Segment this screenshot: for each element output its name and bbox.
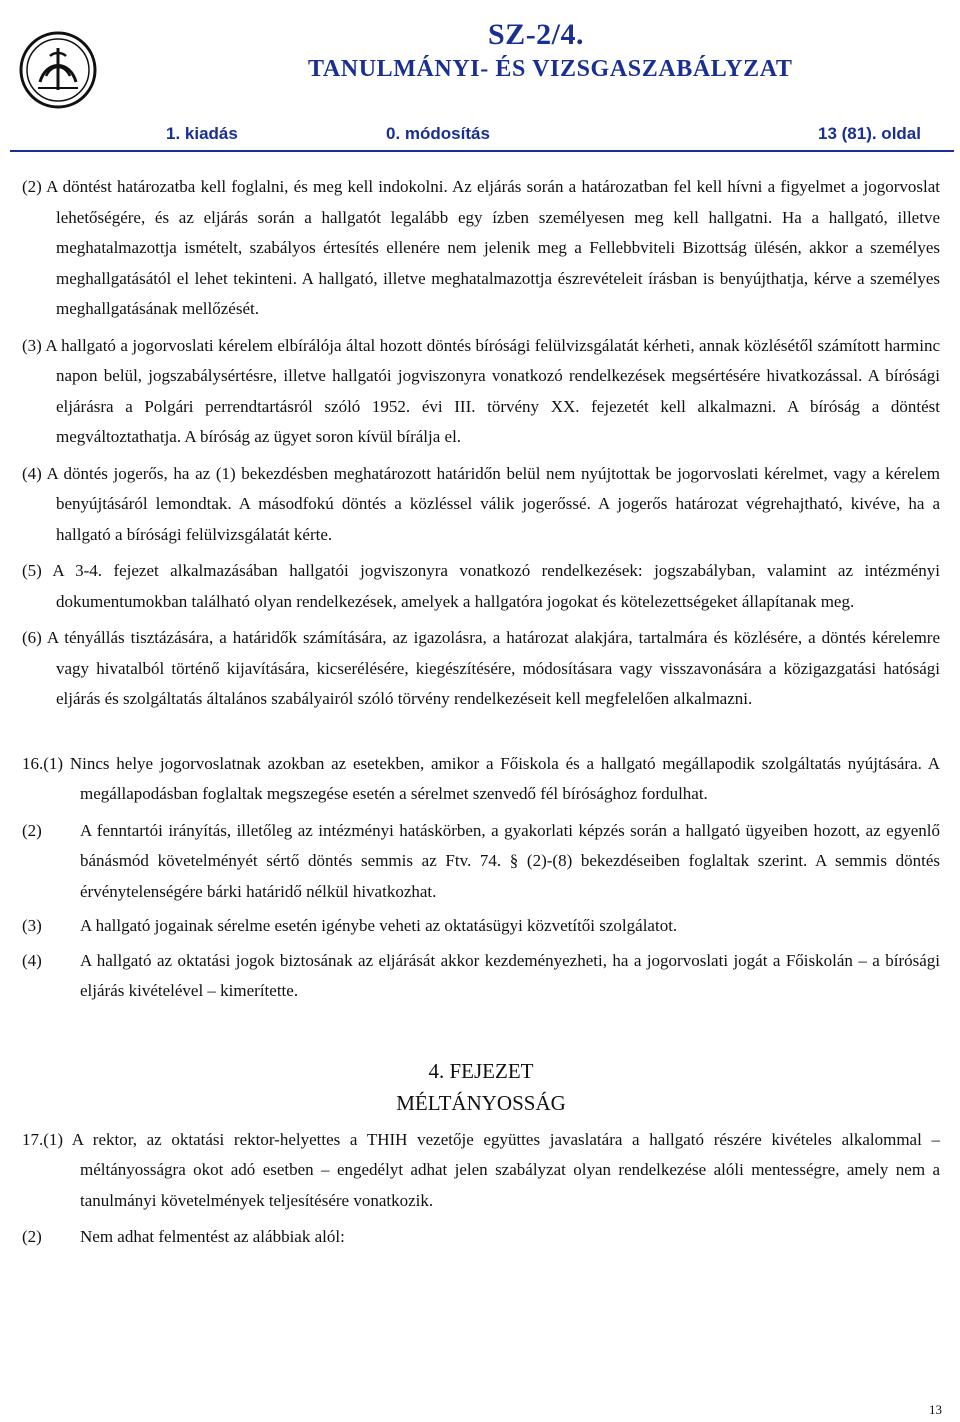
paragraph-number: (2) xyxy=(22,1227,42,1246)
paragraph-2: (2) A döntést határozatba kell foglalni, és meg kell indokolni. Az eljárás során a határozatban fel kell hívni a figyelmet a jogorvoslat lehetőségére, és az eljárás során a hallgatót legalább egy ízben személyesen meg kell hallgatni. Ha a hallgató, illetve meghatalmazottja ismételt, szabályos értesítés ellenére nem jelenik meg a Fellebbviteli Bizottság ülésén, akkor a személyes meghallgatásától el lehet tekinteni. A hallgató, illetve meghatalmazottja észrevételeit írásban is benyújthatja, kérve a személyes meghallgatásának mellőzését. xyxy=(22,177,940,318)
document-body xyxy=(22,172,940,1257)
institution-logo xyxy=(18,30,98,110)
paragraph-number: (2) xyxy=(22,820,42,840)
document-title: TANULMÁNYI- ÉS VIZSGASZABÁLYZAT xyxy=(308,56,793,82)
section-16-paragraph-1: 16.(1) Nincs helye jogorvoslatnak azokban az esetekben, amikor a Főiskola és a hallgató megállapodik szolgáltatás nyújtására. A megállapodásban foglaltak megszegése esetén a sérelmet szenvedő fél bírósághoz fordulhat. xyxy=(22,753,940,803)
paragraph-6: (6) A tényállás tisztázására, a határidők számítására, az igazolásra, a határozat alakjára, tartalmára és közlésére, a döntés kérelemre vagy hivatalból történő kijavítására, kicserélésére, kiegészítésére, módosításara vagy visszavonására a közigazgatási hatósági eljárás és szolgáltatás általános szabályairól szóló törvény rendelkezéseit kell megfelelően alkalmazni. xyxy=(22,628,940,708)
chapter-number: 4. FEJEZET xyxy=(428,1058,534,1083)
paragraph-5: (5) A 3-4. fejezet alkalmazásában hallgatói jogviszonyra vonatkozó rendelkezések: jogszabályban, valamint az intézményi dokumentumokban található olyan rendelkezések, amelyek a hallgatóra jogokat és kötelezettségeket állapítanak meg. xyxy=(22,561,940,611)
paragraph-text: A fenntartói irányítás, illetőleg az intézményi hatáskörben, a gyakorlati képzés során a hallgató ügyeiben hozott, az egyenlő bánásmód követelményét sértő döntés semmis az Ftv. 74. § (2)-(8) bekezdéseiben foglaltak szerint. A semmis döntés érvénytelenségére bárki határidő nélkül hivatkozhat. xyxy=(80,820,940,901)
paragraph-3: (3) A hallgató a jogorvoslati kérelem elbírálója által hozott döntés bírósági felülvizsgálatát kérheti, annak közlésétől számított harminc napon belül, jogszabálysértésre, illetve hallgatói jogviszonyra vonatkozó rendelkezések megsértésére hivatkozással. A bírósági eljárásra a Polgári perrendtartásról szóló 1952. évi III. törvény XX. fejezetét kell alkalmazni. A bíróság a döntést megváltoztathatja. A bíróság az ügyet soron kívül bírálja el. xyxy=(22,335,940,446)
document-code: SZ-2/4. xyxy=(488,18,585,51)
modification-label: 0. módosítás xyxy=(386,124,490,143)
section-17-paragraph-2 xyxy=(22,1222,940,1253)
chapter-title: MÉLTÁNYOSSÁG xyxy=(396,1090,566,1115)
paragraph-text: A hallgató az oktatási jogok biztosának az eljárását akkor kezdeményezheti, ha a jogorvoslati jogát a Főiskolán – a bírósági eljárás kivételével – kimerítette. xyxy=(80,950,940,1000)
paragraph-number: (4) xyxy=(22,950,42,970)
header-rule xyxy=(10,150,954,152)
paragraph-text: A hallgató jogainak sérelme esetén igénybe veheti az oktatásügyi közvetítői szolgálatot. xyxy=(80,916,678,935)
paragraph-number: (3) xyxy=(22,916,42,935)
paragraph-text: Nem adhat felmentést az alábbiak alól: xyxy=(80,1227,345,1246)
section-16-paragraph-3 xyxy=(22,911,940,942)
paragraph-4: (4) A döntés jogerős, ha az (1) bekezdésben meghatározott határidőn belül nem nyújtottak be jogorvoslati kérelmet, vagy a kérelem benyújtásáról lemondtak. A másodfokú döntés a közléssel válik jogerőssé. A jogerős határozat végrehajtható, kivéve, ha a hallgató a bírósági felülvizsgálatát kérte. xyxy=(22,463,940,544)
section-16-paragraph-2 xyxy=(22,816,940,908)
edition-label: 1. kiadás xyxy=(166,124,238,143)
section-16-paragraph-4 xyxy=(22,946,940,1007)
page-number: 13 xyxy=(929,1402,942,1417)
section-17-paragraph-1: 17.(1) A rektor, az oktatási rektor-helyettes a THIH vezetője együttes javaslatára a hallgató részére kivételes alkalommal – méltányosságra okot adó esetben – engedélyt adhat jelen szabályzat olyan rendelkezése alóli mentességre, amely nem a tanulmányi követelmények teljesítésére vonatkozik. xyxy=(22,1129,940,1210)
page-reference: 13 (81). oldal xyxy=(818,124,921,143)
